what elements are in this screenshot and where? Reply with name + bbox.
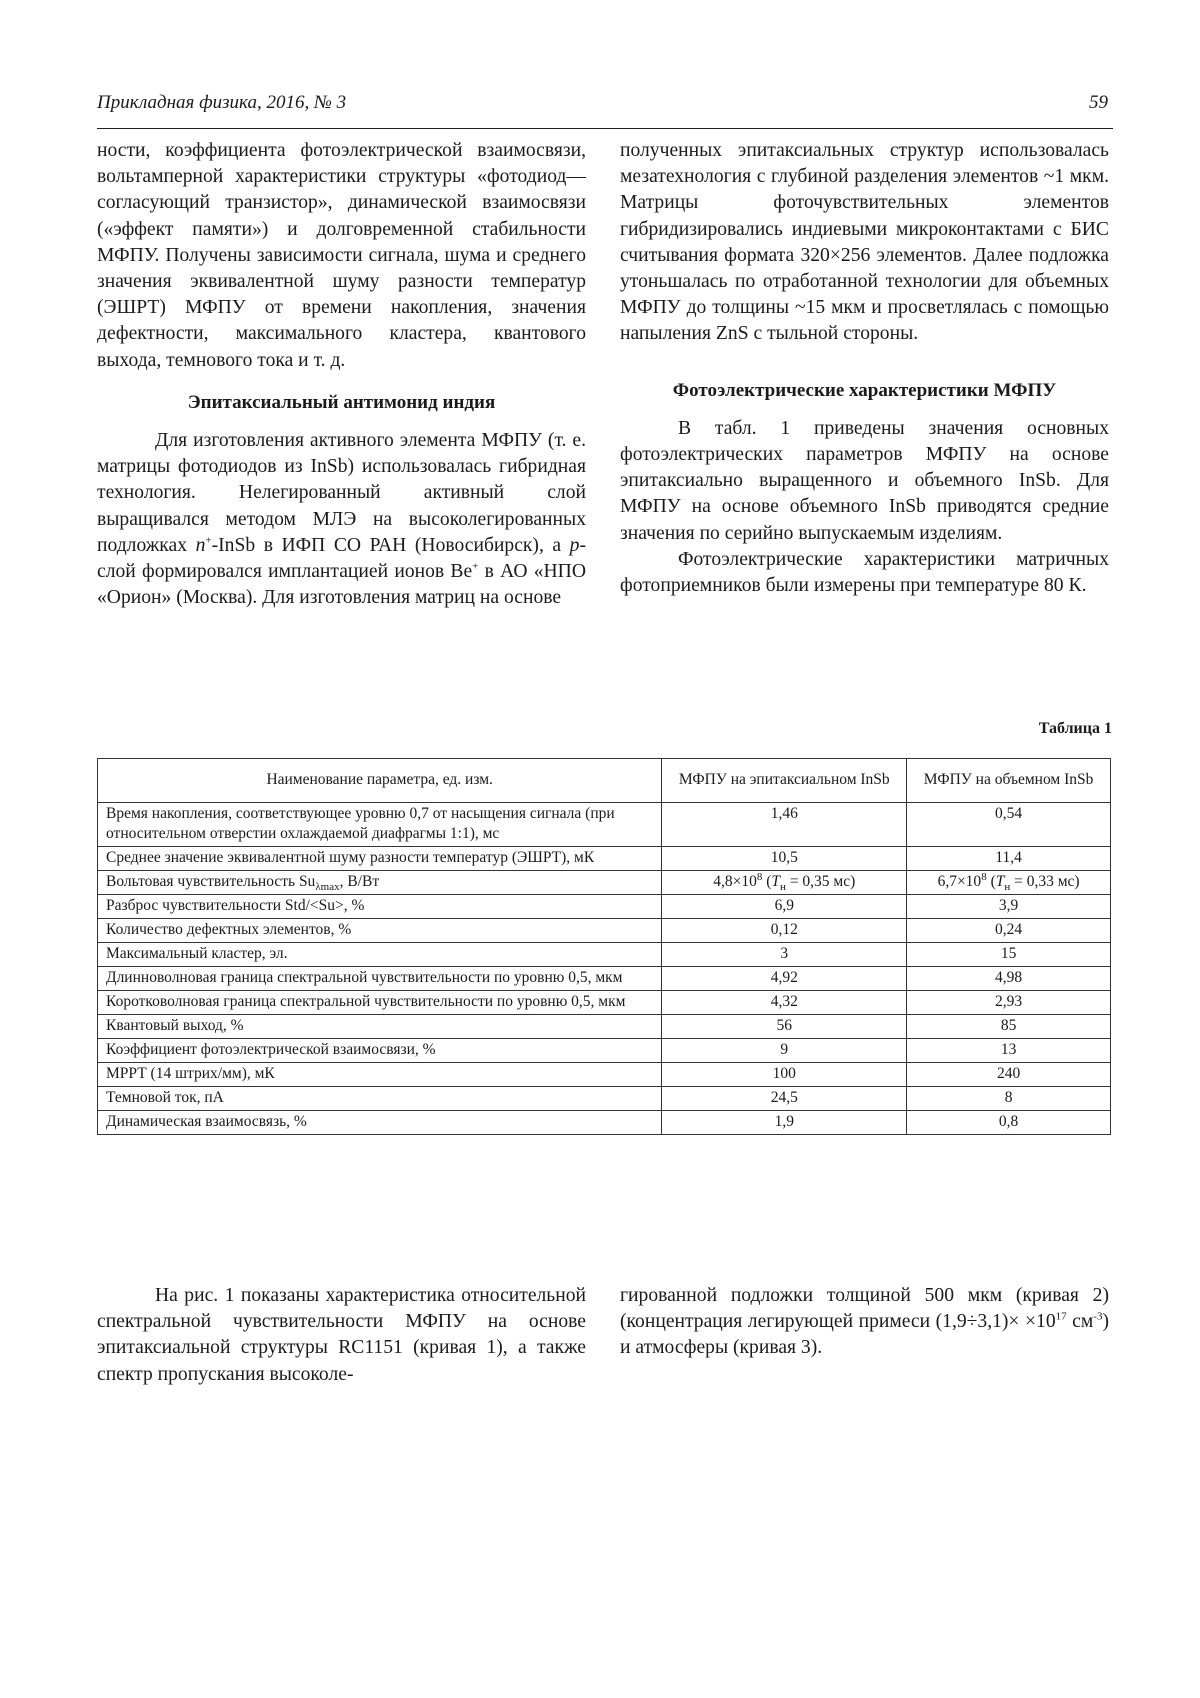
section-heading: Фотоэлектрические характеристики МФПУ [672,379,1057,401]
table-row: Коротковолновая граница спектральной чувствительности по уровню 0,5, мкм 4,32 2,93 [98,991,1111,1015]
table-row: Количество дефектных элементов, % 0,12 0,24 [98,919,1111,943]
table-row: Темновой ток, пА 24,5 8 [98,1087,1111,1111]
table-row: МРРТ (14 штрих/мм), мК 100 240 [98,1063,1111,1087]
left-column [97,138,586,611]
column-header: Наименование параметра, ед. изм. [98,759,662,803]
paragraph: полученных эпитаксиальных структур использовалась мезатехнология с глубиной разделения элементов ~1 мкм. Матрицы фоточувствительных элементов гибридизировались индиевыми микроконтактами с БИС считывания формата 320×256 элементов. Далее подложка утоньшалась по отработанной технологии для объемных МФПУ до толщины ~15 мкм и просветлялась с помощью напыления ZnS с тыльной стороны. [620,140,1109,345]
page-number: 59 [1089,92,1108,113]
table-row: Время накопления, соответствующее уровню 0,7 от насыщения сигнала (при относительном отверстии охлаждаемой диафрагмы 1:1), мс 1,46 0,54 [98,803,1111,847]
table-row: Длинноволновая граница спектральной чувствительности по уровню 0,5, мкм 4,92 4,98 [98,967,1111,991]
page-header [97,90,1113,129]
table-row: Вольтовая чувствительность $Su_{\lambda max}$, В/Вт $4,8\times 10^8$ ($T_н = 0,35$ мс) $6,7\times 10^8$ ($T_н = 0,33$ мс) [98,871,1111,895]
paragraph: Фотоэлектрические характеристики матричных фотоприемников были измерены при температуре 80 К. [620,548,1109,597]
table-row: Динамическая взаимосвязь, % 1,9 0,8 [98,1111,1111,1135]
bottom-left-column [97,1283,586,1388]
table-row: Среднее значение эквивалентной шуму разности температур (ЭШРТ), мК 10,5 11,4 [98,847,1111,871]
journal-title: Прикладная физика, 2016, № 3 [97,92,347,113]
bottom-right-column [620,1283,1109,1362]
table-row: Квантовый выход, % 56 85 [98,1015,1111,1039]
paragraph: гированной подложки толщиной 500 мкм (кривая 2) (концентрация легирующей примеси $(1,9\div 3,1)\times \times 10^{17}$ $см^{-3}$) и атмосферы (кривая 3). [620,1285,1109,1359]
table-row: Максимальный кластер, эл. 3 15 [98,943,1111,967]
right-column [620,138,1109,599]
table-row: Коэффициент фотоэлектрической взаимосвязи, % 9 13 [98,1039,1111,1063]
table-caption: Таблица 1 [1038,720,1112,737]
paragraph: На рис. 1 показаны характеристика относительной спектральной чувствительности МФПУ на основе эпитаксиальной структуры RC1151 (кривая 1), а также спектр пропускания высоколе- [97,1285,586,1385]
table-row: Разброс чувствительности Std/<Su>, % 6,9 3,9 [98,895,1111,919]
parameters-table [97,758,1111,1135]
section-heading: Эпитаксиальный антимонид индия [187,391,496,413]
paragraph: Для изготовления активного элемента МФПУ (т. е. матрицы фотодиодов из InSb) использовалась гибридная технология. Нелегированный активный слой выращивался методом МЛЭ на высоколегированных подложках n+-InSb в ИФП СО РАН (Новосибирск), а p-слой формировался имплантацией ионов Be+ в АО «НПО «Орион» (Москва). Для изготовления матриц на основе [97,430,586,609]
column-header: МФПУ на объемном InSb [907,759,1111,803]
paragraph: В табл. 1 приведены значения основных фотоэлектрических параметров МФПУ на основе эпитаксиально выращенного и объемного InSb. Для МФПУ на основе объемного InSb приводятся средние значения по серийно выпускаемым изделиям. [620,417,1109,544]
table-header-row [98,759,1111,803]
paragraph: ности, коэффициента фотоэлектрической взаимосвязи, вольтамперной характеристики структуры «фотодиод—согласующий транзистор», динамической взаимосвязи («эффект памяти») и долговременной стабильности МФПУ. Получены зависимости сигнала, шума и среднего значения эквивалентной шуму разности температур (ЭШРТ) МФПУ от времени накопления, значения дефектности, максимального кластера, квантового выхода, темнового тока и т. д. [97,140,586,371]
column-header: МФПУ на эпитаксиальном InSb [662,759,907,803]
